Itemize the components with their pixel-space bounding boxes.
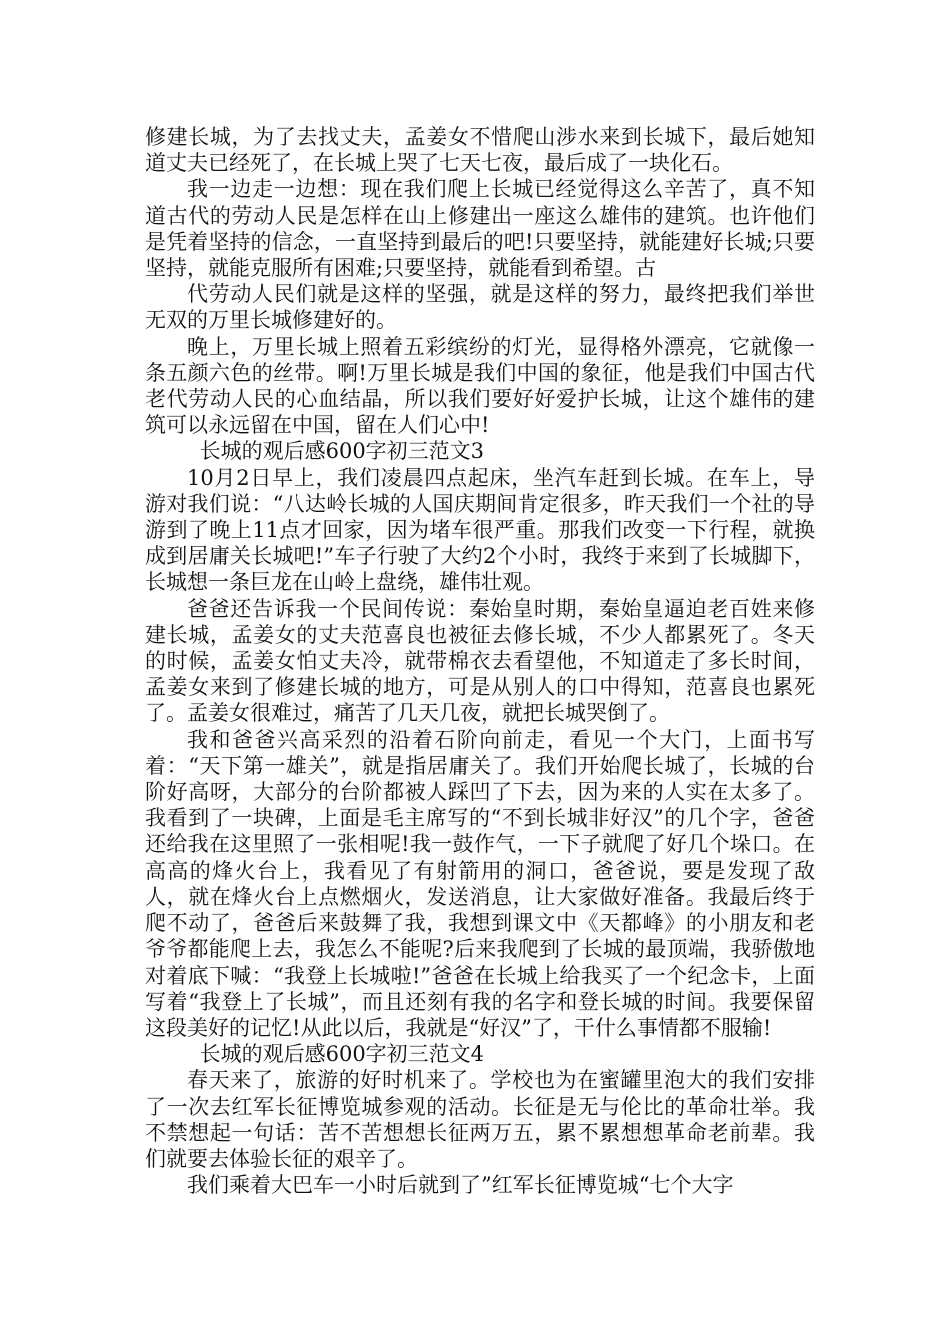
- paragraph-5: 10月2日早上，我们凌晨四点起床，坐汽车赶到长城。在车上，导游对我们说：“八达岭长城的人国庆期间肯定很多，昨天我们一个社的导游到了晚上11点才回家，因为堵车很严重。那我们改变一下行程，就换成到居庸关长城吧!”车子行驶了大约2个小时，我终于来到了长城脚下，长城想一条巨龙在山岭上盘绕，雄伟壮观。: [145, 465, 815, 595]
- paragraph-6: 爸爸还告诉我一个民间传说：秦始皇时期，秦始皇逼迫老百姓来修建长城，孟姜女的丈夫范喜良也被征去修长城，不少人都累死了。冬天的时候，孟姜女怕丈夫冷，就带棉衣去看望他，不知道走了多长时间，孟姜女来到了修建长城的地方，可是从别人的口中得知，范喜良也累死了。孟姜女很难过，痛苦了几天几夜，就把长城哭倒了。: [145, 596, 815, 726]
- paragraph-8: 春天来了，旅游的好时机来了。学校也为在蜜罐里泡大的我们安排了一次去红军长征博览城参观的活动。长征是无与伦比的革命壮举。我不禁想起一句话：苦不苦想想长征两万五，累不累想想革命老前辈。我们就要去体验长征的艰辛了。: [145, 1068, 815, 1171]
- paragraph-9: 我们乘着大巴车一小时后就到了”红军长征博览城“七个大字: [187, 1173, 734, 1198]
- document-body: [145, 124, 815, 1198]
- paragraph-7: 我和爸爸兴高采烈的沿着石阶向前走，看见一个大门，上面书写着：“天下第一雄关”，就是指居庸关了。我们开始爬长城了，长城的台阶好高呀，大部分的台阶都被人踩凹了下去，因为来的人实在太多了。我看到了一块碑，上面是毛主席写的“不到长城非好汉”的几个字，爸爸还给我在这里照了一张相呢!我一鼓作气，一下子就爬了好几个垛口。在高高的烽火台上，我看见了有射箭用的洞口，爸爸说，要是发现了敌人，就在烽火台上点燃烟火，发送消息，让大家做好准备。我最后终于爬不动了，爸爸后来鼓舞了我，我想到课文中《天都峰》的小朋友和老爷爷都能爬上去，我怎么不能呢?后来我爬到了长城的最顶端，我骄傲地对着底下喊：“我登上长城啦!”爸爸在长城上给我买了一个纪念卡，上面写着“我登上了长城”，而且还刻有我的名字和登长城的时间。我要保留这段美好的记忆!从此以后，我就是“好汉”了，干什么事情都不服输!: [145, 727, 815, 1040]
- paragraph-4: 晚上，万里长城上照着五彩缤纷的灯光，显得格外漂亮，它就像一条五颜六色的丝带。啊!万里长城是我们中国的象征，他是我们中国古代老代劳动人民的心血结晶，所以我们要好好爱护长城，让这个雄伟的建筑可以永远留在中国，留在人们心中!: [145, 334, 815, 438]
- paragraph-2: 我一边走一边想：现在我们爬上长城已经觉得这么辛苦了，真不知道古代的劳动人民是怎样在山上修建出一座这么雄伟的建筑。也许他们是凭着坚持的信念，一直坚持到最后的吧!只要坚持，就能建好长城;只要坚持，就能克服所有困难;只要坚持，就能看到希望。古: [145, 177, 815, 281]
- section-heading-3: 长城的观后感600字初三范文3: [199, 439, 485, 464]
- section-heading-4: 长城的观后感600字初三范文4: [199, 1042, 485, 1067]
- paragraph-1: 修建长城，为了去找丈夫，孟姜女不惜爬山涉水来到长城下，最后她知道丈夫已经死了，在长城上哭了七天七夜，最后成了一块化石。: [145, 125, 815, 176]
- paragraph-3: 代劳动人民们就是这样的坚强，就是这样的努力，最终把我们举世无双的万里长城修建好的。: [145, 282, 815, 333]
